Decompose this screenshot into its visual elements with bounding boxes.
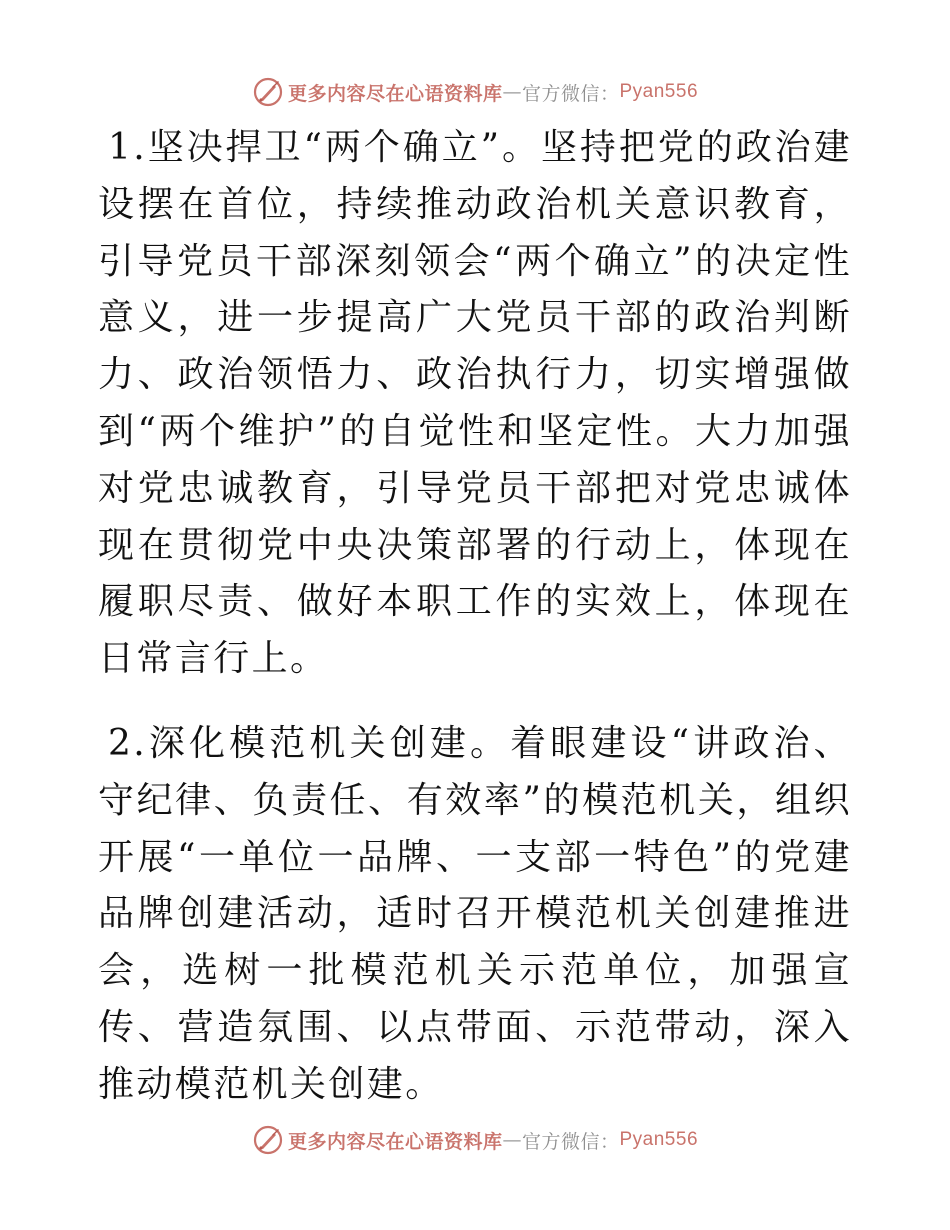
watermark-wechat-label: 官方微信： — [521, 1130, 620, 1153]
paragraph-1-text: 坚决捍卫“两个确立”。坚持把党的政治建设摆在首位，持续推动政治机关意识教育，引导党员干部深刻领会“两个确立”的决定性意义，进一步提高广大党员干部的政治判断力、政治领悟力、政治执行力，切实增强做到“两个维护”的自觉性和坚定性。大力加强对党忠诚教育，引导党员干部把对党忠诚体现在贯彻党中央决策部署的行动上，体现在履职尽责、做好本职工作的实效上，体现在日常言行上。 — [98, 127, 852, 680]
paragraph-2-number: 2. — [108, 722, 148, 764]
feather-pen-icon — [252, 1124, 284, 1156]
footer-watermark — [0, 1120, 950, 1160]
paragraph-1 — [98, 120, 852, 688]
watermark-promo: 更多内容尽在心语资料库 — [287, 82, 503, 105]
watermark-wechat-id: Pyan556 — [619, 1129, 699, 1150]
paragraph-1-number: 1. — [108, 127, 148, 168]
watermark-wechat-label: 官方微信： — [521, 82, 620, 105]
watermark-promo: 更多内容尽在心语资料库 — [287, 1130, 503, 1153]
paragraph-2 — [98, 716, 852, 1114]
feather-pen-icon — [252, 76, 284, 108]
document-body — [98, 120, 852, 1114]
watermark-separator: — — [502, 1129, 522, 1151]
watermark-separator: — — [502, 81, 522, 103]
watermark-wechat-id: Pyan556 — [619, 81, 699, 102]
header-watermark — [0, 72, 950, 112]
paragraph-2-text: 深化模范机关创建。着眼建设“讲政治、守纪律、负责任、有效率”的模范机关，组织开展“一单位一品牌、一支部一特色”的党建品牌创建活动，适时召开模范机关创建推进会，选树一批模范机关示范单位，加强宣传、营造氛围、以点带面、示范带动，深入推动模范机关创建。 — [98, 722, 852, 1105]
